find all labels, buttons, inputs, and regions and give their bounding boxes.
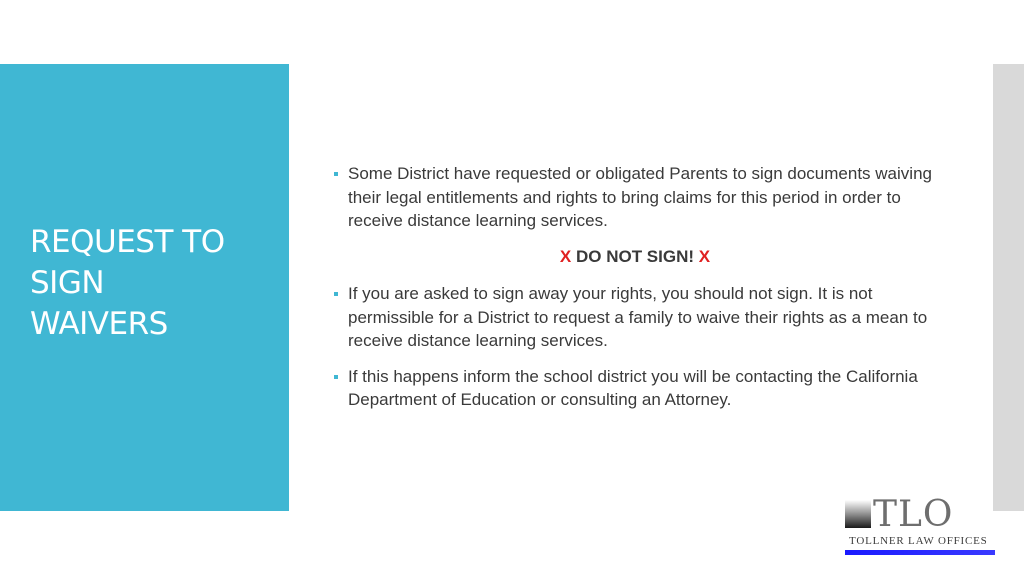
slide-title xyxy=(30,222,280,345)
title-line-3: WAIVERS xyxy=(30,306,168,342)
bullet-text: Some District have requested or obligated Parents to sign documents waiving their legal entitlements and rights to bring claims for this period in order to receive distance learning services. xyxy=(348,164,932,230)
bullet-icon xyxy=(334,375,338,379)
do-not-sign-warning xyxy=(330,245,940,269)
logo-letters: TLO xyxy=(873,494,954,535)
right-edge-strip xyxy=(993,64,1024,511)
bullet-text: If this happens inform the school district you will be contacting the California Department of Education or consulting an Attorney. xyxy=(348,366,918,409)
bullet-icon xyxy=(334,292,338,296)
warning-text: DO NOT SIGN! xyxy=(571,246,699,266)
title-line-1: REQUEST TO xyxy=(30,224,225,260)
red-x-icon-left: X xyxy=(559,246,572,266)
logo-gradient-mark xyxy=(845,500,871,528)
slide-content xyxy=(330,162,940,424)
title-line-2: SIGN xyxy=(30,265,105,301)
tlo-logo xyxy=(843,496,997,560)
bullet-icon xyxy=(334,172,338,176)
bullet-item xyxy=(330,365,940,412)
bullet-item xyxy=(330,162,940,233)
bullet-item xyxy=(330,282,940,353)
red-x-icon-right: X xyxy=(698,246,711,266)
bullet-text: If you are asked to sign away your rights, you should not sign. It is not permissible for a District to request a family to waive their rights as a mean to receive distance learning services. xyxy=(348,284,928,350)
logo-subtitle: TOLLNER LAW OFFICES xyxy=(849,535,988,547)
logo-underline-bar xyxy=(845,550,995,555)
